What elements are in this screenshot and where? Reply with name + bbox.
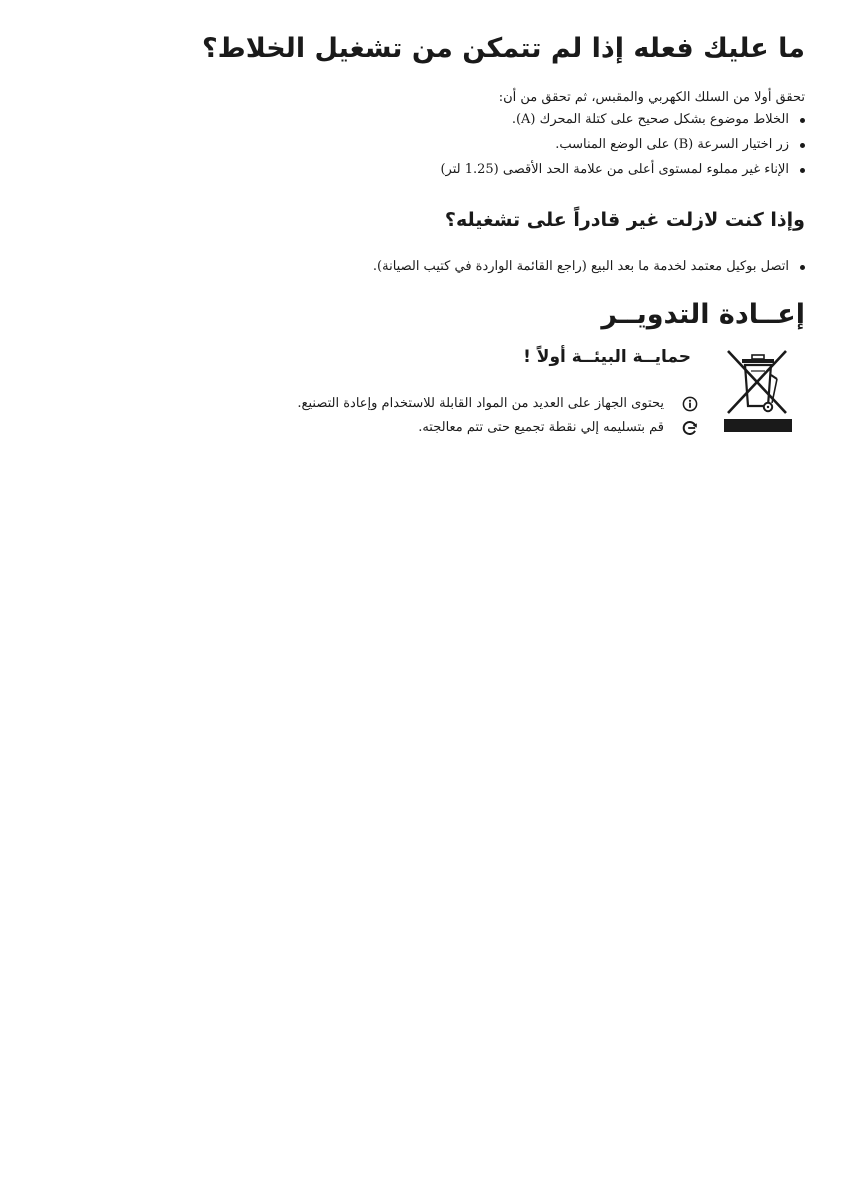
troubleshoot-title: ما عليك فعله إذا لم تتمكن من تشغيل الخلاط؟ <box>202 33 805 64</box>
check-text: الإناء غير مملوء لمستوى أعلى من علامة الحد الأقصى (1.25 لتر) <box>440 162 789 177</box>
check-text: زر اختيار السرعة (B) على الوضع المناسب. <box>555 137 789 152</box>
service-text: اتصل بوكيل معتمد لخدمة ما بعد البيع (راجع القائمة الواردة في كتيب الصيانة). <box>372 259 789 274</box>
bullet-dot <box>800 265 805 270</box>
troubleshoot-checklist <box>440 107 805 182</box>
recycling-subtitle: حمايــة البيئــة أولاً ! <box>523 347 691 367</box>
crossed-out-wheelie-bin-icon <box>724 349 792 433</box>
bullet-dot <box>800 118 805 123</box>
list-item <box>297 416 698 440</box>
check-text: الخلاط موضوع بشكل صحيح على كتلة المحرك (A). <box>511 112 789 127</box>
still-not-working-list <box>373 254 805 279</box>
bullet-dot <box>800 168 805 173</box>
list-item <box>440 132 805 157</box>
list-item <box>440 107 805 132</box>
bullet-dot <box>800 143 805 148</box>
recycling-row-text: يحتوى الجهاز على العديد من المواد القابلة للاستخدام وإعادة التصنيع. <box>297 396 664 411</box>
list-item <box>440 157 805 182</box>
recycling-info-list <box>297 392 698 440</box>
troubleshoot-intro: تحقق أولا من السلك الكهربي والمقبس، ثم تحقق من أن: <box>498 90 805 105</box>
list-item <box>373 254 805 279</box>
recycling-title: إعــادة التدويــر <box>601 299 805 330</box>
list-item <box>297 392 698 416</box>
recycle-arrow-icon <box>682 420 698 436</box>
still-not-working-title: وإذا كنت لازلت غير قادراً على تشغيله؟ <box>444 209 805 231</box>
recycling-row-text: قم بتسليمه إلي نقطة تجميع حتى تتم معالجته. <box>418 420 664 435</box>
info-icon <box>682 396 698 412</box>
